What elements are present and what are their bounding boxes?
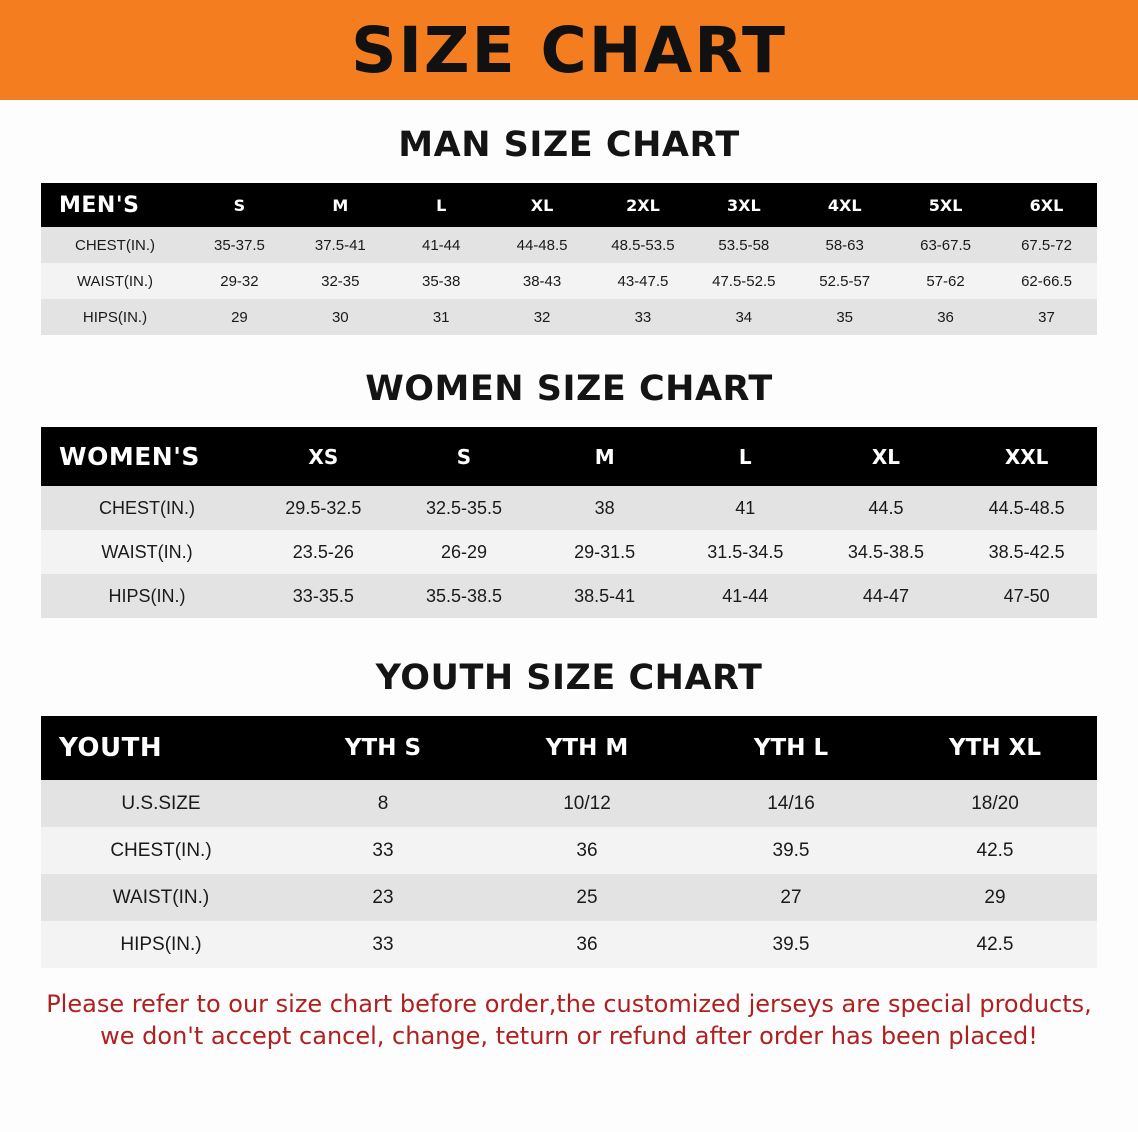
table-cell: 41 [735,497,756,518]
table-row [41,874,1097,921]
table-cell: 58-63 [825,236,864,254]
table-cell: 52.5-57 [819,272,871,290]
youth-table-corner-label: YOUTH [59,733,163,763]
table-cell: 30 [331,308,349,326]
men-size-header: S [233,195,246,215]
men-size-header: 3XL [726,195,761,215]
table-cell: 25 [576,886,598,908]
table-row [41,921,1097,968]
table-cell: 38.5-42.5 [988,541,1065,562]
youth-measure-label: U.S.SIZE [121,792,201,814]
men-size-header: L [436,195,447,215]
men-table-wrap [41,183,1097,335]
table-row [41,530,1097,574]
women-size-header: S [456,444,472,469]
men-table-body [41,227,1097,335]
order-policy-note [38,988,1100,1053]
table-cell: 18/20 [971,792,1019,814]
page-title: SIZE CHART [351,13,787,87]
order-policy-note-line1: Please refer to our size chart before order,the customized jerseys are special products, [46,990,1092,1018]
youth-measure-label: CHEST(IN.) [110,839,212,861]
table-cell: 62-66.5 [1021,272,1072,290]
women-size-header: XS [308,444,339,469]
table-cell: 29-31.5 [574,541,636,562]
women-size-table [41,427,1097,618]
women-measure-label: CHEST(IN.) [99,497,195,518]
men-section-heading: MAN SIZE CHART [398,125,740,165]
women-size-header: XL [871,444,901,469]
table-cell: 32 [533,308,551,326]
men-size-header: 2XL [626,195,660,215]
table-cell: 44-47 [862,585,909,606]
table-cell: 36 [576,839,598,861]
youth-size-header: YTH S [344,735,422,761]
table-cell: 33-35.5 [292,585,354,606]
table-cell: 42.5 [976,933,1014,955]
table-cell: 47.5-52.5 [712,272,776,290]
table-row [41,780,1097,827]
women-size-header: L [738,444,752,469]
men-size-header: 4XL [827,195,862,215]
table-cell: 36 [576,933,598,955]
table-cell: 67.5-72 [1021,236,1072,254]
table-cell: 47-50 [1003,585,1050,606]
table-cell: 33 [372,839,394,861]
youth-size-header: YTH L [753,735,829,761]
table-cell: 42.5 [976,839,1014,861]
youth-size-header: YTH M [545,735,629,761]
table-cell: 34.5-38.5 [847,541,924,562]
women-table-wrap [41,427,1097,618]
youth-table-wrap [41,716,1097,968]
table-cell: 29-32 [220,272,259,290]
table-row [41,227,1097,263]
table-cell: 41-44 [722,585,769,606]
table-cell: 35-37.5 [214,236,265,254]
table-cell: 35 [836,308,854,326]
page-banner [0,0,1138,100]
table-row [41,827,1097,874]
table-cell: 43-47.5 [617,272,669,290]
women-size-header: M [594,444,615,469]
table-cell: 26-29 [440,541,487,562]
youth-size-table [41,716,1097,968]
table-cell: 37.5-41 [314,236,366,254]
table-cell: 38-43 [522,272,562,290]
table-cell: 23.5-26 [292,541,354,562]
table-cell: 29 [984,886,1006,908]
youth-size-header: YTH XL [949,735,1041,761]
table-cell: 38 [594,497,615,518]
women-table-body [41,486,1097,618]
women-measure-label: WAIST(IN.) [101,541,193,562]
women-table-header [41,427,1097,486]
table-cell: 41-44 [422,236,461,254]
men-size-header: M [332,195,349,215]
table-cell: 33 [372,933,394,955]
table-cell: 39.5 [772,839,810,861]
table-cell: 44-48.5 [516,236,568,254]
table-cell: 44.5 [868,497,904,518]
men-header-row [41,183,1097,227]
table-cell: 14/16 [767,792,815,814]
table-cell: 39.5 [772,933,810,955]
table-cell: 37 [1038,308,1055,326]
table-row [41,486,1097,530]
table-cell: 32.5-35.5 [425,497,503,518]
table-cell: 48.5-53.5 [611,236,675,254]
table-row [41,263,1097,299]
women-header-row [41,427,1097,486]
men-size-header: XL [530,195,554,215]
youth-measure-label: WAIST(IN.) [112,886,210,908]
table-cell: 31 [432,308,450,326]
table-cell: 23 [372,886,394,908]
youth-table-header [41,716,1097,780]
table-cell: 63-67.5 [920,236,971,254]
table-cell: 31.5-34.5 [707,541,784,562]
women-measure-label: HIPS(IN.) [108,585,186,606]
youth-header-row [41,716,1097,780]
men-measure-label: CHEST(IN.) [75,236,155,254]
men-size-header: 6XL [1029,195,1064,215]
table-cell: 53.5-58 [718,236,770,254]
women-size-header: XXL [1004,444,1049,469]
men-measure-label: WAIST(IN.) [76,272,154,290]
table-cell: 8 [377,792,389,814]
youth-measure-label: HIPS(IN.) [120,933,202,955]
table-row [41,299,1097,335]
women-table-corner-label: WOMEN'S [59,442,200,471]
table-cell: 33 [634,308,652,326]
youth-table-body [41,780,1097,968]
table-row [41,574,1097,618]
youth-section-heading: YOUTH SIZE CHART [375,658,763,698]
order-policy-note-line2: we don't accept cancel, change, teturn or refund after order has been placed! [100,1022,1038,1051]
table-cell: 38.5-41 [574,585,636,606]
table-cell: 29 [231,308,248,326]
table-cell: 29.5-32.5 [285,497,362,518]
table-cell: 35.5-38.5 [425,585,503,606]
table-cell: 10/12 [563,792,611,814]
men-size-table [41,183,1097,335]
table-cell: 36 [937,308,954,326]
men-table-corner-label: MEN'S [59,192,140,218]
women-section-heading: WOMEN SIZE CHART [365,369,773,409]
men-table-header [41,183,1097,227]
table-cell: 57-62 [926,272,965,290]
table-cell: 35-38 [422,272,461,290]
table-cell: 27 [780,886,802,908]
men-measure-label: HIPS(IN.) [82,308,148,326]
table-cell: 32-35 [321,272,360,290]
table-cell: 34 [735,308,753,326]
table-cell: 44.5-48.5 [988,497,1065,518]
men-size-header: 5XL [928,195,963,215]
